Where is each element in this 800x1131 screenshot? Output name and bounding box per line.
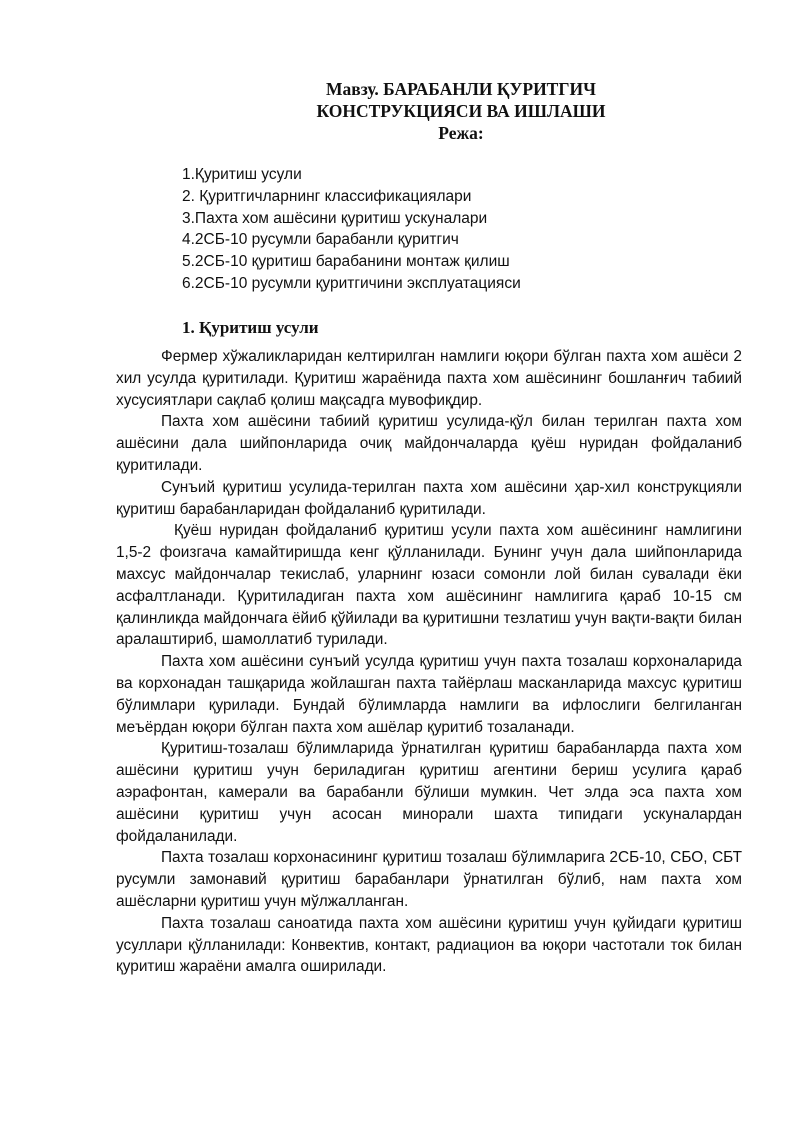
plan-item: 2. Қуритгичларнинг классификациялари	[182, 187, 472, 205]
document-body	[116, 346, 742, 978]
plan-item: 3.Пахта хом ашёсини қуритиш ускуналари	[182, 209, 488, 227]
body-paragraph: Қуёш нуридан фойдаланиб қуритиш усули пахта хом ашёсининг намлигини 1,5-2 фоизгача камайтиришда кенг қўлланилади. Бунинг учун дала шийпонларида махсус майдончалар текислаб, уларнинг юзаси сомонли лой билан сувалади ёки асфалтланади. Қуритиладиган пахта хом ашёсининг намлигига қараб 10-15 см қалинликда майдончага ёйиб қўйилади ва қуритишни тезлатиш учун вақти-вақти билан аралаштириб, шамоллатиб турилади.	[116, 522, 742, 649]
body-paragraph: Фермер хўжаликларидан келтирилган намлиги юқори бўлган пахта хом ашёси 2 хил усулда қуритилади. Қуритиш жараёнида пахта хом ашёсининг бошланғич табиий хусусиятлари сақлаб қолиш мақсадга мувофиқдир.	[116, 348, 742, 409]
plan-item: 5.2СБ-10 қуритиш барабанини монтаж қилиш	[182, 253, 510, 271]
plan-item: 6.2СБ-10 русумли қуритгичини эксплуатацияси	[182, 274, 521, 292]
document-title-block	[0, 78, 800, 144]
body-paragraph: Пахта хом ашёсини табиий қуритиш усулида-қўл билан терилган пахта хом ашёсини дала шийпонларида очиқ майдончаларда қуёш нуридан фойдаланиб қуритилади.	[116, 413, 742, 474]
document-title-line-2: КОНСТРУКЦИЯСИ ВА ИШЛАШИ	[316, 101, 606, 121]
plan-label: Режа:	[438, 123, 484, 143]
body-paragraph: Пахта тозалаш саноатида пахта хом ашёсини қуритиш учун қуйидаги қуритиш усуллари қўлланилади: Конвектив, контакт, радиацион ва юқори частотали ток билан қуритиш жараёни амалга оширилади.	[116, 914, 742, 976]
body-paragraph: Пахта хом ашёсини сунъий усулда қуритиш учун пахта тозалаш корхоналарида ва корхонадан ташқарида жойлашган пахта тайёрлаш масканларида махсус қуритиш бўлимлари қурилади. Бундай бўлимларда намлиги ва ифлослиги белгиланган меъёрдан юқори бўлган пахта хом ашёлар қуритиб тозаланади.	[116, 653, 742, 736]
plan-item: 1.Қуритиш усули	[182, 166, 302, 183]
plan-list	[182, 164, 742, 295]
body-paragraph: Қуритиш-тозалаш бўлимларида ўрнатилган қуритиш барабанларда пахта хом ашёсини қуритиш учун бериладиган қуритиш агентини бериш усулига қараб аэрафонтан, камерали ва барабанли бўлиши мумкин. Чет элда эса пахта хом ашёсини қуритиш учун асосан минорали шахта типидаги ускуналардан фойдаланилади.	[116, 740, 742, 845]
plan-item: 4.2СБ-10 русумли барабанли қуритгич	[182, 231, 459, 249]
body-paragraph: Пахта тозалаш корхонасининг қуритиш тозалаш бўлимларига 2СБ-10, СБО, СБТ русумли замонавий қуритиш барабанлари ўрнатилган бўлиб, нам пахта хом ашёсларни қуритиш учун мўлжалланган.	[116, 849, 742, 910]
document-title-line-1: Мавзу. БАРАБАНЛИ ҚУРИТГИЧ	[326, 79, 596, 99]
body-paragraph: Сунъий қуритиш усулида-терилган пахта хом ашёсини ҳар-хил конструкцияли қуритиш барабанларидан фойдаланиб қуритилади.	[116, 478, 742, 518]
section-heading: 1. Қуритиш усули	[182, 318, 319, 337]
